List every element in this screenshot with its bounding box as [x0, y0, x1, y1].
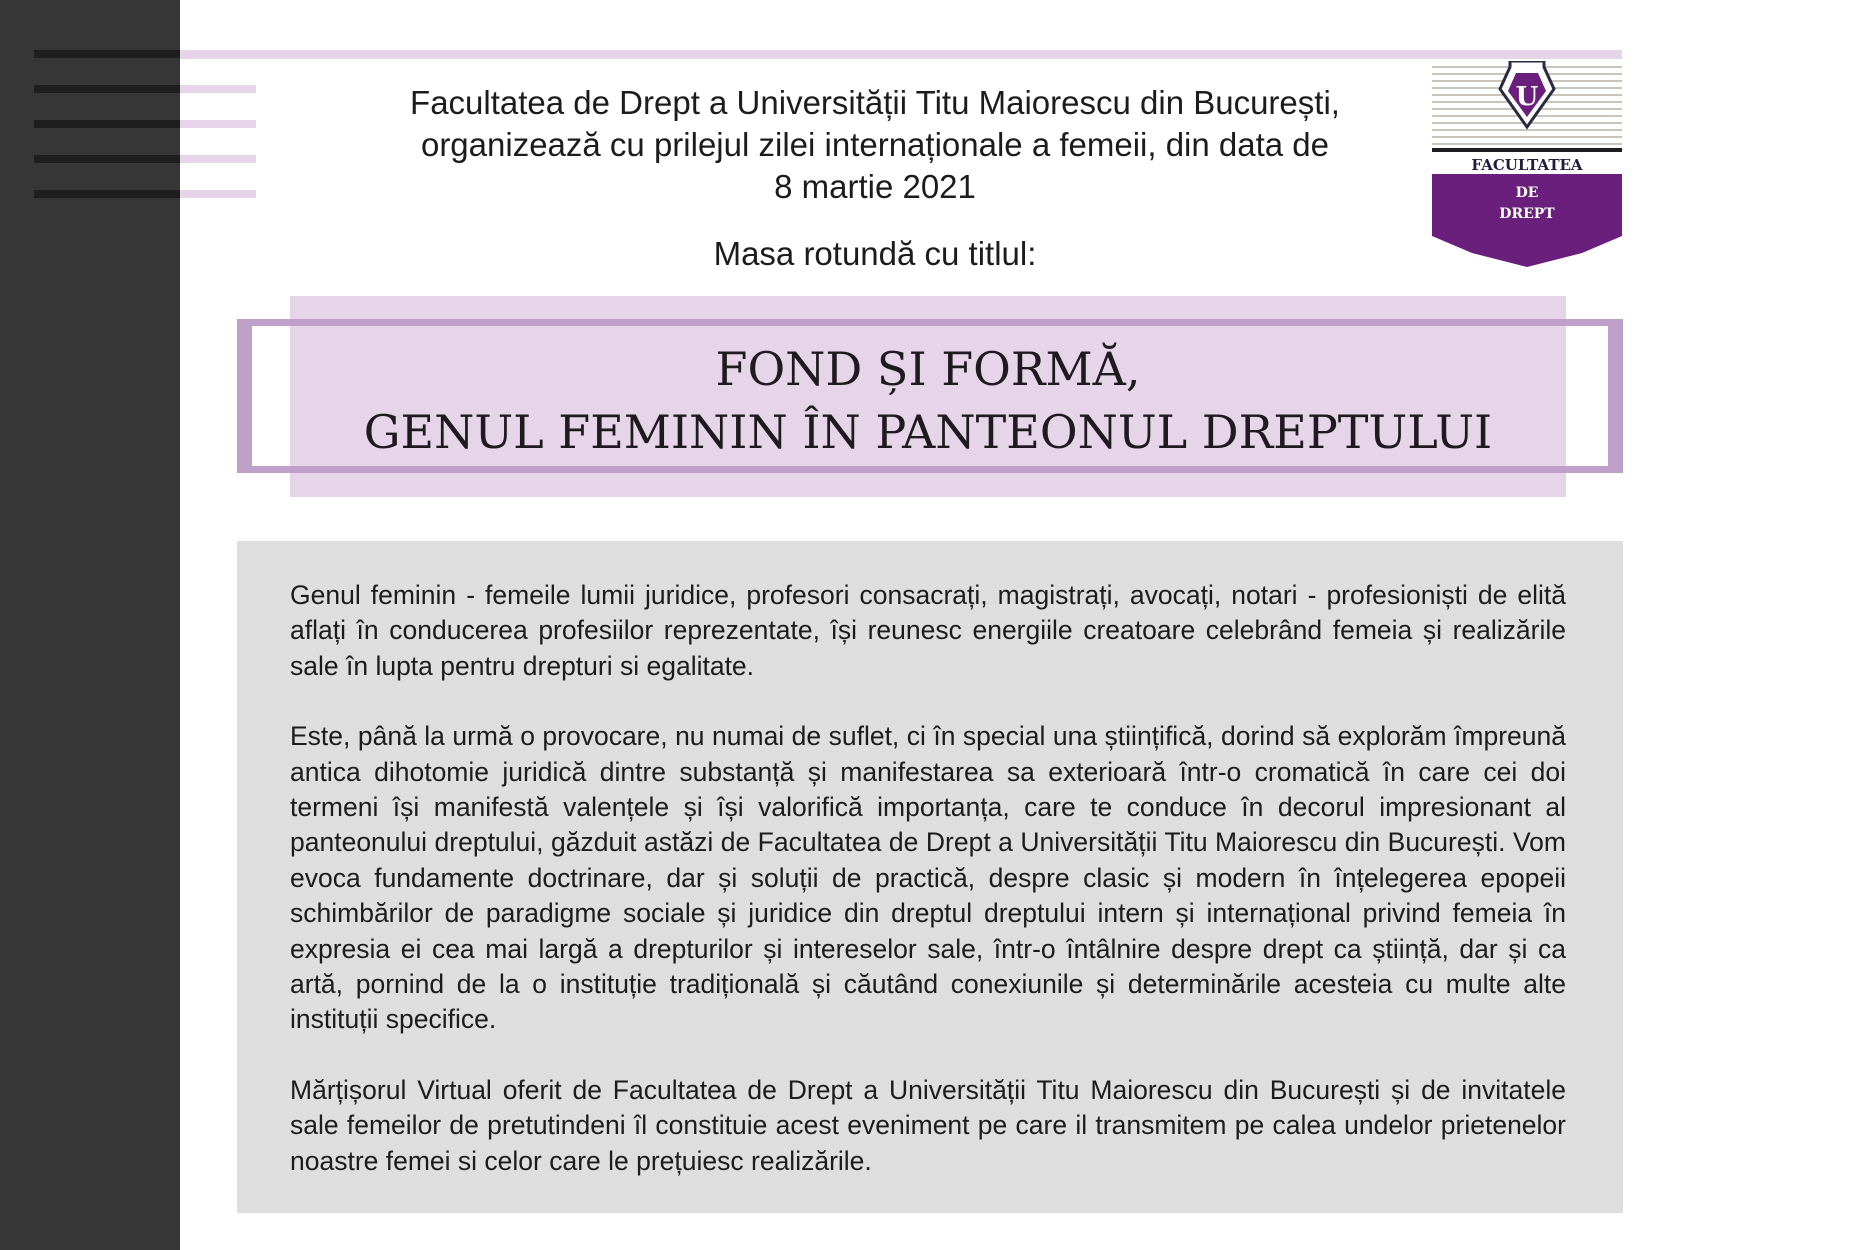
roundtable-title: [290, 338, 1566, 464]
logo-line1: FACULTATEA: [1471, 156, 1583, 174]
title-line2: GENUL FEMININ ÎN PANTEONUL DREPTULUI: [363, 405, 1493, 459]
description-text: [290, 578, 1566, 1214]
university-crest-icon: [1500, 61, 1554, 127]
decorative-stripe: [34, 85, 180, 93]
paragraph: Mărțișorul Virtual oferit de Facultatea de Drept a Universității Titu Maiorescu din București și de invitatele sale femeilor de pretutindeni îl constituie acest eveniment pe care il transmitem pe calea undelor prietenelor noastre femei si celor care le prețuiesc realizările.: [290, 1074, 1566, 1176]
paragraph: Genul feminin - femeile lumii juridice, profesori consacrați, magistrați, avocați, notari - profesioniști de elită aflați în conducerea profesiilor reprezentate, își reunesc energiile creatoare celebrând femeia și realizările sale în lupta pentru drepturi si egalitate.: [290, 580, 1566, 681]
decorative-stripe: [34, 190, 180, 198]
decorative-stripe: [180, 155, 256, 163]
decorative-stripe: [180, 120, 256, 128]
decorative-stripe: [34, 155, 180, 163]
svg-text:U: U: [1515, 82, 1539, 112]
title-line1: FOND ȘI FORMĂ,: [715, 342, 1141, 396]
logo-line2: DE: [1515, 185, 1539, 201]
decorative-stripe: [34, 120, 180, 128]
decorative-stripe: [180, 85, 256, 93]
decorative-stripe: [180, 190, 256, 198]
decorative-stripe: [34, 50, 180, 58]
header-date: 8 martie 2021: [774, 168, 976, 205]
faculty-logo: [1432, 61, 1622, 267]
header-line: organizează cu prilejul zilei internaționale a femeii, din data de: [420, 126, 1330, 163]
paragraph: Este, până la urmă o provocare, nu numai de suflet, ci în special una științifică, dorind să explorăm împreună antica dihotomie juridică dintre substanță și manifestarea sa exterioară într-o cromatică în care cei doi termeni își manifestă valențele și își valorifică importanța, care te conduce în decorul impresionant al panteonului dreptului, găzduit astăzi de Facultatea de Drept a Universității Titu Maiorescu din București. Vom evoca fundamente doctrinare, dar și soluții de practică, despre clasic și modern în înțelegerea epopeii schimbărilor de paradigme sociale și juridice din dreptul dreptului intern și internațional privind femeia în expresia ei cea mai largă a drepturilor și intereselor sale, într-o întâlnire despre drept ca știință, dar și ca artă, pornind de la o instituție tradițională și căutând conexiunile și determinările acesteia cu multe alte instituții specifice.: [290, 721, 1566, 1035]
event-subtitle: Masa rotundă cu titlul:: [713, 235, 1037, 272]
header-line: Facultatea de Drept a Universității Titu Maiorescu din București,: [410, 84, 1340, 121]
event-header: [300, 82, 1450, 208]
dark-sidebar: [0, 0, 180, 1250]
top-accent-rule: [180, 50, 1622, 59]
logo-line3: DREPT: [1499, 206, 1555, 222]
